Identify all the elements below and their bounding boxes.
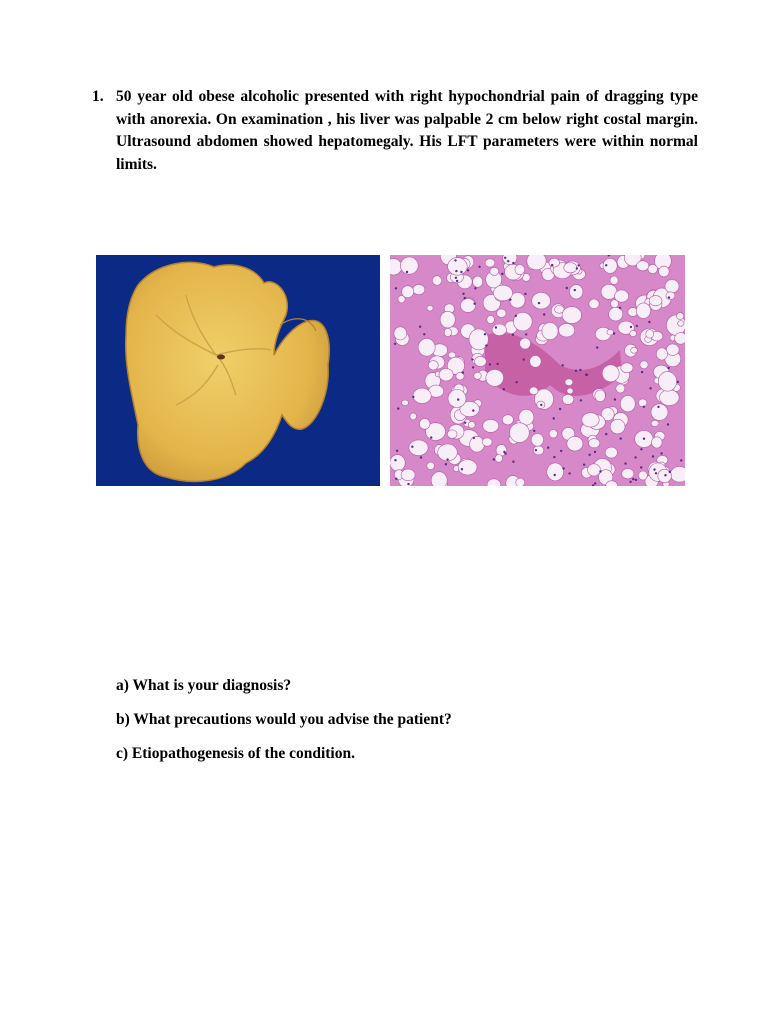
- question-number: 1.: [92, 88, 104, 105]
- question-1: [92, 86, 698, 176]
- subquestion-b: b) What precautions would you advise the patient?: [116, 711, 452, 728]
- histology-image: [390, 255, 685, 486]
- subquestion-c: c) Etiopathogenesis of the condition.: [116, 745, 355, 762]
- question-text: 50 year old obese alcoholic presented with right hypochondrial pain of dragging type with anorexia. On examination , his liver was palpable 2 cm below right costal margin. Ultrasound abdomen showed hepatomegaly. His LFT parameters were within normal limits.: [116, 88, 698, 173]
- gross-liver-image: [96, 255, 380, 486]
- subquestion-a: a) What is your diagnosis?: [116, 677, 292, 694]
